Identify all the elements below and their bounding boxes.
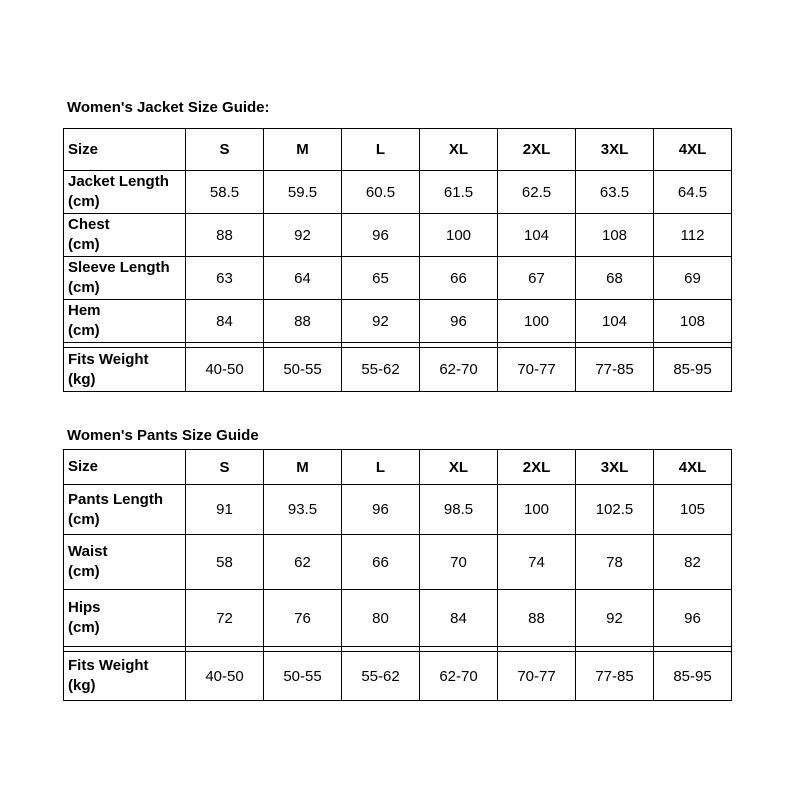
row-label-line1: Fits Weight [68,657,149,674]
table-header-row [64,450,732,485]
table-cell: 88 [264,300,342,343]
row-label-line1: Hips [68,599,101,616]
size-header-cell: 2XL [498,129,576,171]
table-cell: 98.5 [420,485,498,535]
table-cell: 100 [420,214,498,257]
table-cell: 88 [498,590,576,647]
row-label [64,171,186,214]
table-cell: 78 [576,535,654,590]
table-cell: 104 [576,300,654,343]
size-header-cell: 4XL [654,450,732,485]
table-cell: 66 [342,535,420,590]
table-cell: 62 [264,535,342,590]
row-label-line1: Pants Length [68,490,164,508]
table-header-row [64,129,732,171]
table-cell: 62-70 [420,652,498,701]
table-cell: 102.5 [576,485,654,535]
table-cell: 105 [654,485,732,535]
table-cell: 104 [498,214,576,257]
table-cell: 80 [342,590,420,647]
row-label-line2: (cm) [68,510,100,528]
table-cell: 92 [576,590,654,647]
table-row [64,257,732,300]
table-row [64,535,732,590]
table-cell: 100 [498,485,576,535]
table-cell: 64 [264,257,342,300]
table-cell: 58 [186,535,264,590]
size-header-cell: XL [420,450,498,485]
row-label-line2: (cm) [68,193,100,210]
pants-size-guide-title: Women's Pants Size Guide [67,427,259,444]
table-cell: 70-77 [498,348,576,392]
size-header-cell: S [186,129,264,171]
row-label-line2: (cm) [68,563,100,580]
table-row [64,348,732,392]
table-row [64,300,732,343]
table-cell: 96 [342,485,420,535]
table-cell: 112 [654,214,732,257]
size-header-cell: L [342,450,420,485]
table-row [64,590,732,647]
row-label-line1: Sleeve Length [68,259,170,276]
row-label-line1: Fits Weight [68,350,149,368]
table-cell: 85-95 [654,348,732,392]
table-cell: 108 [576,214,654,257]
row-label [64,590,186,647]
table-cell: 93.5 [264,485,342,535]
table-row [64,214,732,257]
row-label-line1: Jacket Length [68,173,169,190]
table-cell: 50-55 [264,652,342,701]
table-cell: 70-77 [498,652,576,701]
table-cell: 100 [498,300,576,343]
size-header-cell: XL [420,129,498,171]
table-cell: 64.5 [654,171,732,214]
row-label-line2: (cm) [68,322,100,339]
table-cell: 74 [498,535,576,590]
size-header-cell: 3XL [576,129,654,171]
size-header-cell: 4XL [654,129,732,171]
size-header-cell: M [264,450,342,485]
table-row [64,652,732,701]
table-cell: 63 [186,257,264,300]
table-cell: 62.5 [498,171,576,214]
table-cell: 55-62 [342,348,420,392]
table-cell: 55-62 [342,652,420,701]
size-header-cell: M [264,129,342,171]
size-header-cell: 3XL [576,450,654,485]
table-row [64,171,732,214]
table-cell: 65 [342,257,420,300]
row-label [64,652,186,701]
row-label-line2: (cm) [68,236,100,253]
row-label [64,485,186,535]
row-label [64,535,186,590]
table-cell: 50-55 [264,348,342,392]
table-cell: 84 [420,590,498,647]
row-label-line1: Chest [68,216,110,233]
table-cell: 88 [186,214,264,257]
pants-size-table [63,449,732,701]
table-cell: 96 [420,300,498,343]
row-label-line2: (kg) [68,677,96,694]
size-header-cell: L [342,129,420,171]
table-cell: 60.5 [342,171,420,214]
table-cell: 61.5 [420,171,498,214]
row-label-line1: Hem [68,302,101,319]
jacket-size-guide-title: Women's Jacket Size Guide: [67,99,270,116]
row-label [64,214,186,257]
row-label [64,257,186,300]
table-cell: 77-85 [576,652,654,701]
table-cell: 63.5 [576,171,654,214]
table-cell: 92 [342,300,420,343]
table-cell: 96 [342,214,420,257]
size-header-cell: 2XL [498,450,576,485]
table-cell: 70 [420,535,498,590]
table-cell: 92 [264,214,342,257]
table-cell: 72 [186,590,264,647]
table-cell: 67 [498,257,576,300]
row-label [64,300,186,343]
table-cell: 68 [576,257,654,300]
table-cell: 62-70 [420,348,498,392]
table-cell: 96 [654,590,732,647]
row-label-line2: (cm) [68,279,100,296]
table-cell: 76 [264,590,342,647]
table-cell: 108 [654,300,732,343]
table-cell: 82 [654,535,732,590]
table-cell: 85-95 [654,652,732,701]
table-cell: 59.5 [264,171,342,214]
table-cell: 40-50 [186,652,264,701]
table-cell: 40-50 [186,348,264,392]
row-label-line1: Waist [68,543,108,560]
row-label [64,348,186,392]
table-row [64,485,732,535]
table-cell: 77-85 [576,348,654,392]
size-header-label: Size [64,129,186,171]
table-cell: 91 [186,485,264,535]
table-cell: 58.5 [186,171,264,214]
size-header-cell: S [186,450,264,485]
jacket-size-table [63,128,732,392]
row-label-line2: (cm) [68,619,100,636]
size-header-label: Size [64,450,186,485]
table-cell: 84 [186,300,264,343]
table-cell: 66 [420,257,498,300]
table-cell: 69 [654,257,732,300]
row-label-line2: (kg) [68,370,96,388]
